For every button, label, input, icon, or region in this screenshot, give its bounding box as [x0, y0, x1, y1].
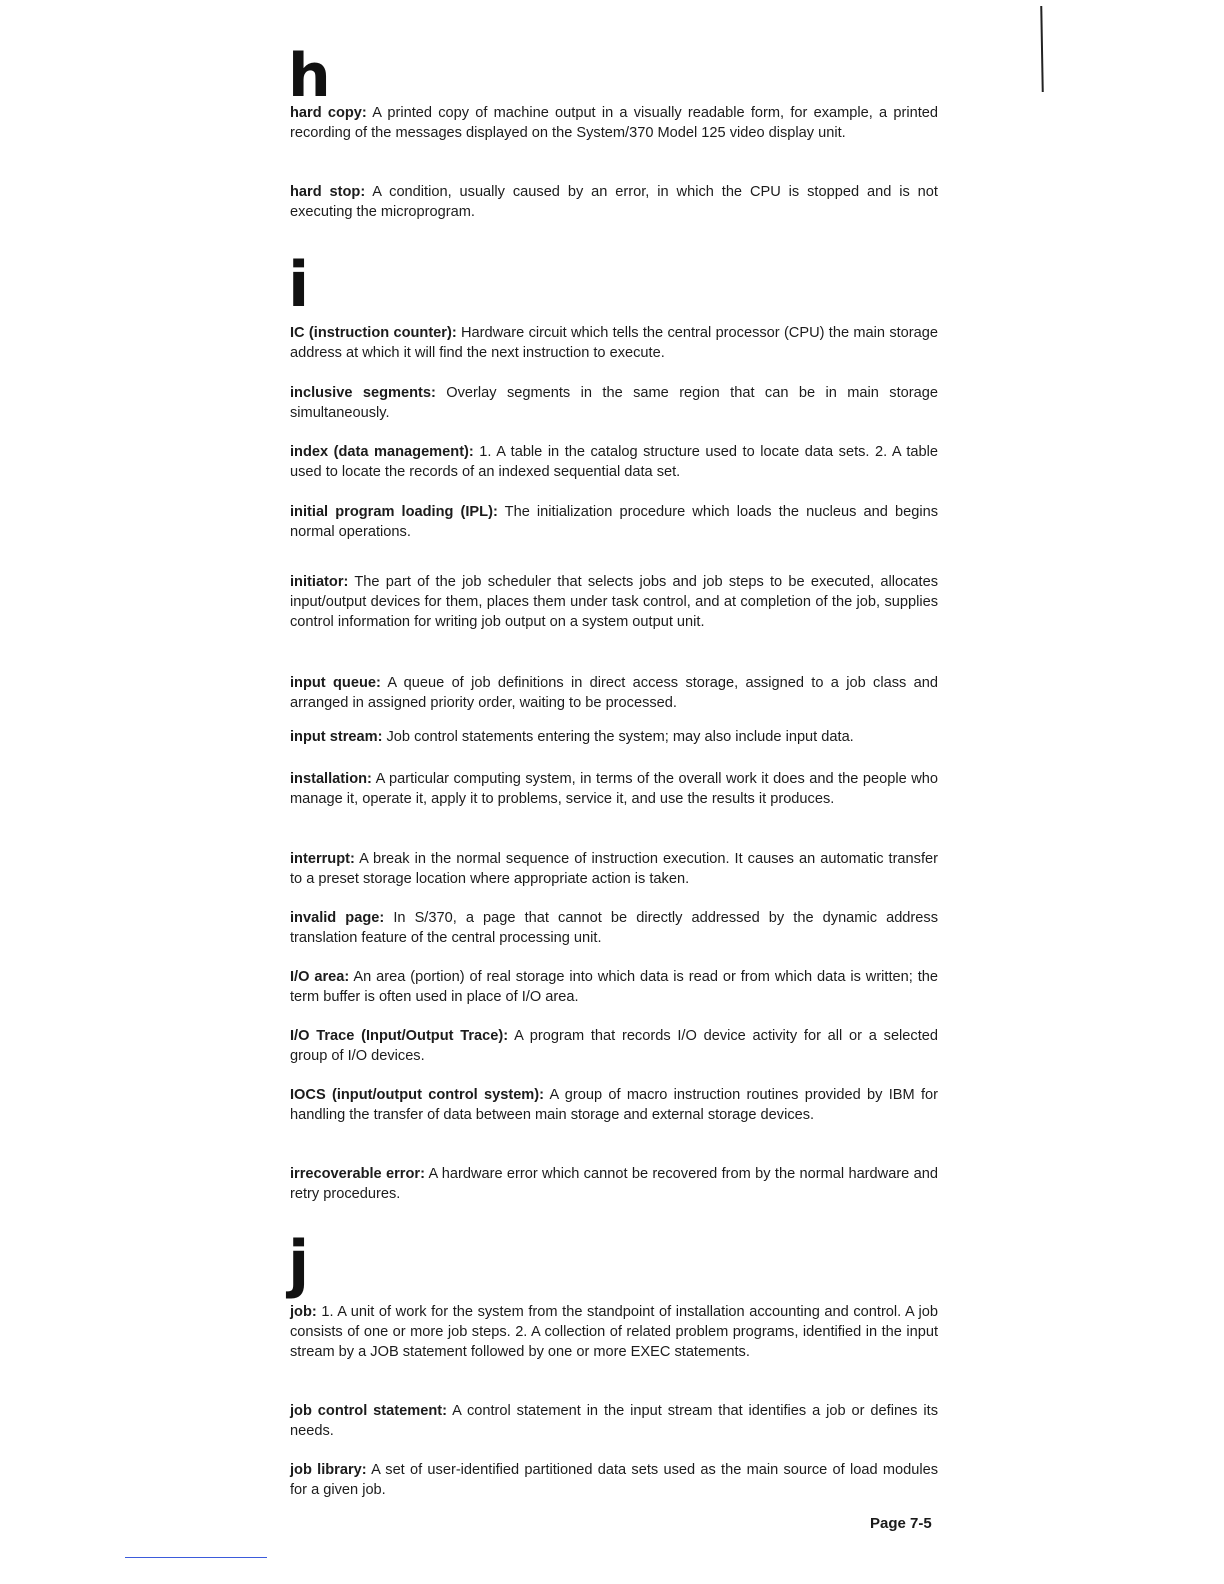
glossary-entry	[290, 673, 938, 713]
section-letter-j: j	[288, 1227, 310, 1300]
entry-term: input queue:	[290, 675, 381, 691]
entry-definition: The initialization procedure which loads the nucleus and begins normal operations.	[290, 504, 938, 540]
entry-term: initiator:	[290, 574, 349, 590]
entry-definition: 1. A unit of work for the system from the standpoint of installation accounting and control. A job consists of one or more job steps. 2. A collection of related problem programs, identified in the input stream by a JOB statement followed by one or more EXEC statements.	[290, 1304, 938, 1360]
entry-term: job library:	[290, 1462, 367, 1478]
glossary-entry	[290, 1085, 938, 1125]
entry-definition: A hardware error which cannot be recovered from by the normal hardware and retry procedures.	[290, 1166, 938, 1202]
entry-definition: A condition, usually caused by an error, in which the CPU is stopped and is not executing the microprogram.	[290, 184, 938, 220]
glossary-entry	[290, 103, 938, 143]
glossary-entry	[290, 1302, 938, 1362]
glossary-entry	[290, 1460, 938, 1500]
entry-term: job control statement:	[290, 1403, 447, 1419]
entry-definition: Job control statements entering the system; may also include input data.	[382, 729, 854, 745]
entry-term: irrecoverable error:	[290, 1166, 425, 1182]
entry-definition: A set of user-identified partitioned data sets used as the main source of load modules for a given job.	[290, 1462, 938, 1498]
entry-term: I/O area:	[290, 969, 350, 985]
entry-term: IOCS (input/output control system):	[290, 1087, 545, 1103]
entry-term: hard stop:	[290, 184, 366, 200]
section-letter-i: i	[288, 248, 310, 321]
entry-term: hard copy:	[290, 105, 367, 121]
entry-definition: Hardware circuit which tells the central processor (CPU) the main storage address at which it will find the next instruction to execute.	[290, 325, 938, 361]
glossary-entry	[290, 727, 938, 747]
entry-term: input stream:	[290, 729, 383, 745]
glossary-entry	[290, 383, 938, 423]
entry-definition: A control statement in the input stream that identifies a job or defines its needs.	[290, 1403, 938, 1439]
entry-definition: A printed copy of machine output in a visually readable form, for example, a printed recording of the messages displayed on the System/370 Model 125 video display unit.	[290, 105, 938, 141]
entry-definition: A particular computing system, in terms of the overall work it does and the people who manage it, operate it, apply it to problems, service it, and use the results it produces.	[290, 771, 938, 807]
entry-term: inclusive segments:	[290, 385, 436, 401]
entry-definition: A program that records I/O device activity for all or a selected group of I/O devices.	[290, 1028, 939, 1064]
entry-definition: A queue of job definitions in direct access storage, assigned to a job class and arranged in assigned priority order, waiting to be processed.	[290, 675, 938, 711]
entry-term: installation:	[290, 771, 372, 787]
entry-definition: The part of the job scheduler that selects jobs and job steps to be executed, allocates input/output devices for them, places them under task control, and at completion of the job, supplies control information for writing job output on a system output unit.	[290, 574, 938, 630]
entry-definition: An area (portion) of real storage into which data is read or from which data is written; the term buffer is often used in place of I/O area.	[290, 969, 939, 1005]
glossary-entry	[290, 1164, 938, 1204]
entry-term: invalid page:	[290, 910, 385, 926]
entry-term: job:	[290, 1304, 317, 1320]
glossary-entry	[290, 1401, 938, 1441]
glossary-entry	[290, 323, 938, 363]
glossary-entry	[290, 769, 938, 809]
entry-definition: In S/370, a page that cannot be directly addressed by the dynamic address translation feature of the central processing unit.	[290, 910, 938, 946]
entry-term: index (data management):	[290, 444, 474, 460]
entry-definition: A group of macro instruction routines provided by IBM for handling the transfer of data between main storage and external storage devices.	[290, 1087, 938, 1123]
entry-definition: A break in the normal sequence of instruction execution. It causes an automatic transfer to a preset storage location where appropriate action is taken.	[290, 851, 938, 887]
glossary-entry	[290, 849, 938, 889]
entry-term: initial program loading (IPL):	[290, 504, 498, 520]
page-number: Page 7-5	[870, 1515, 932, 1532]
glossary-entry	[290, 967, 938, 1007]
glossary-entry	[290, 908, 938, 948]
glossary-entry	[290, 1026, 938, 1066]
glossary-entry	[290, 572, 938, 632]
entry-term: I/O Trace (Input/Output Trace):	[290, 1028, 509, 1044]
margin-mark	[1040, 6, 1044, 92]
entry-term: interrupt:	[290, 851, 355, 867]
entry-definition: Overlay segments in the same region that can be in main storage simultaneously.	[290, 385, 938, 421]
glossary-entry	[290, 502, 938, 542]
entry-definition: 1. A table in the catalog structure used to locate data sets. 2. A table used to locate the records of an indexed sequential data set.	[290, 444, 938, 480]
glossary-entry	[290, 182, 938, 222]
footer-rule	[125, 1557, 267, 1558]
section-letter-h: h	[288, 41, 331, 111]
glossary-entry	[290, 442, 938, 482]
entry-term: IC (instruction counter):	[290, 325, 457, 341]
